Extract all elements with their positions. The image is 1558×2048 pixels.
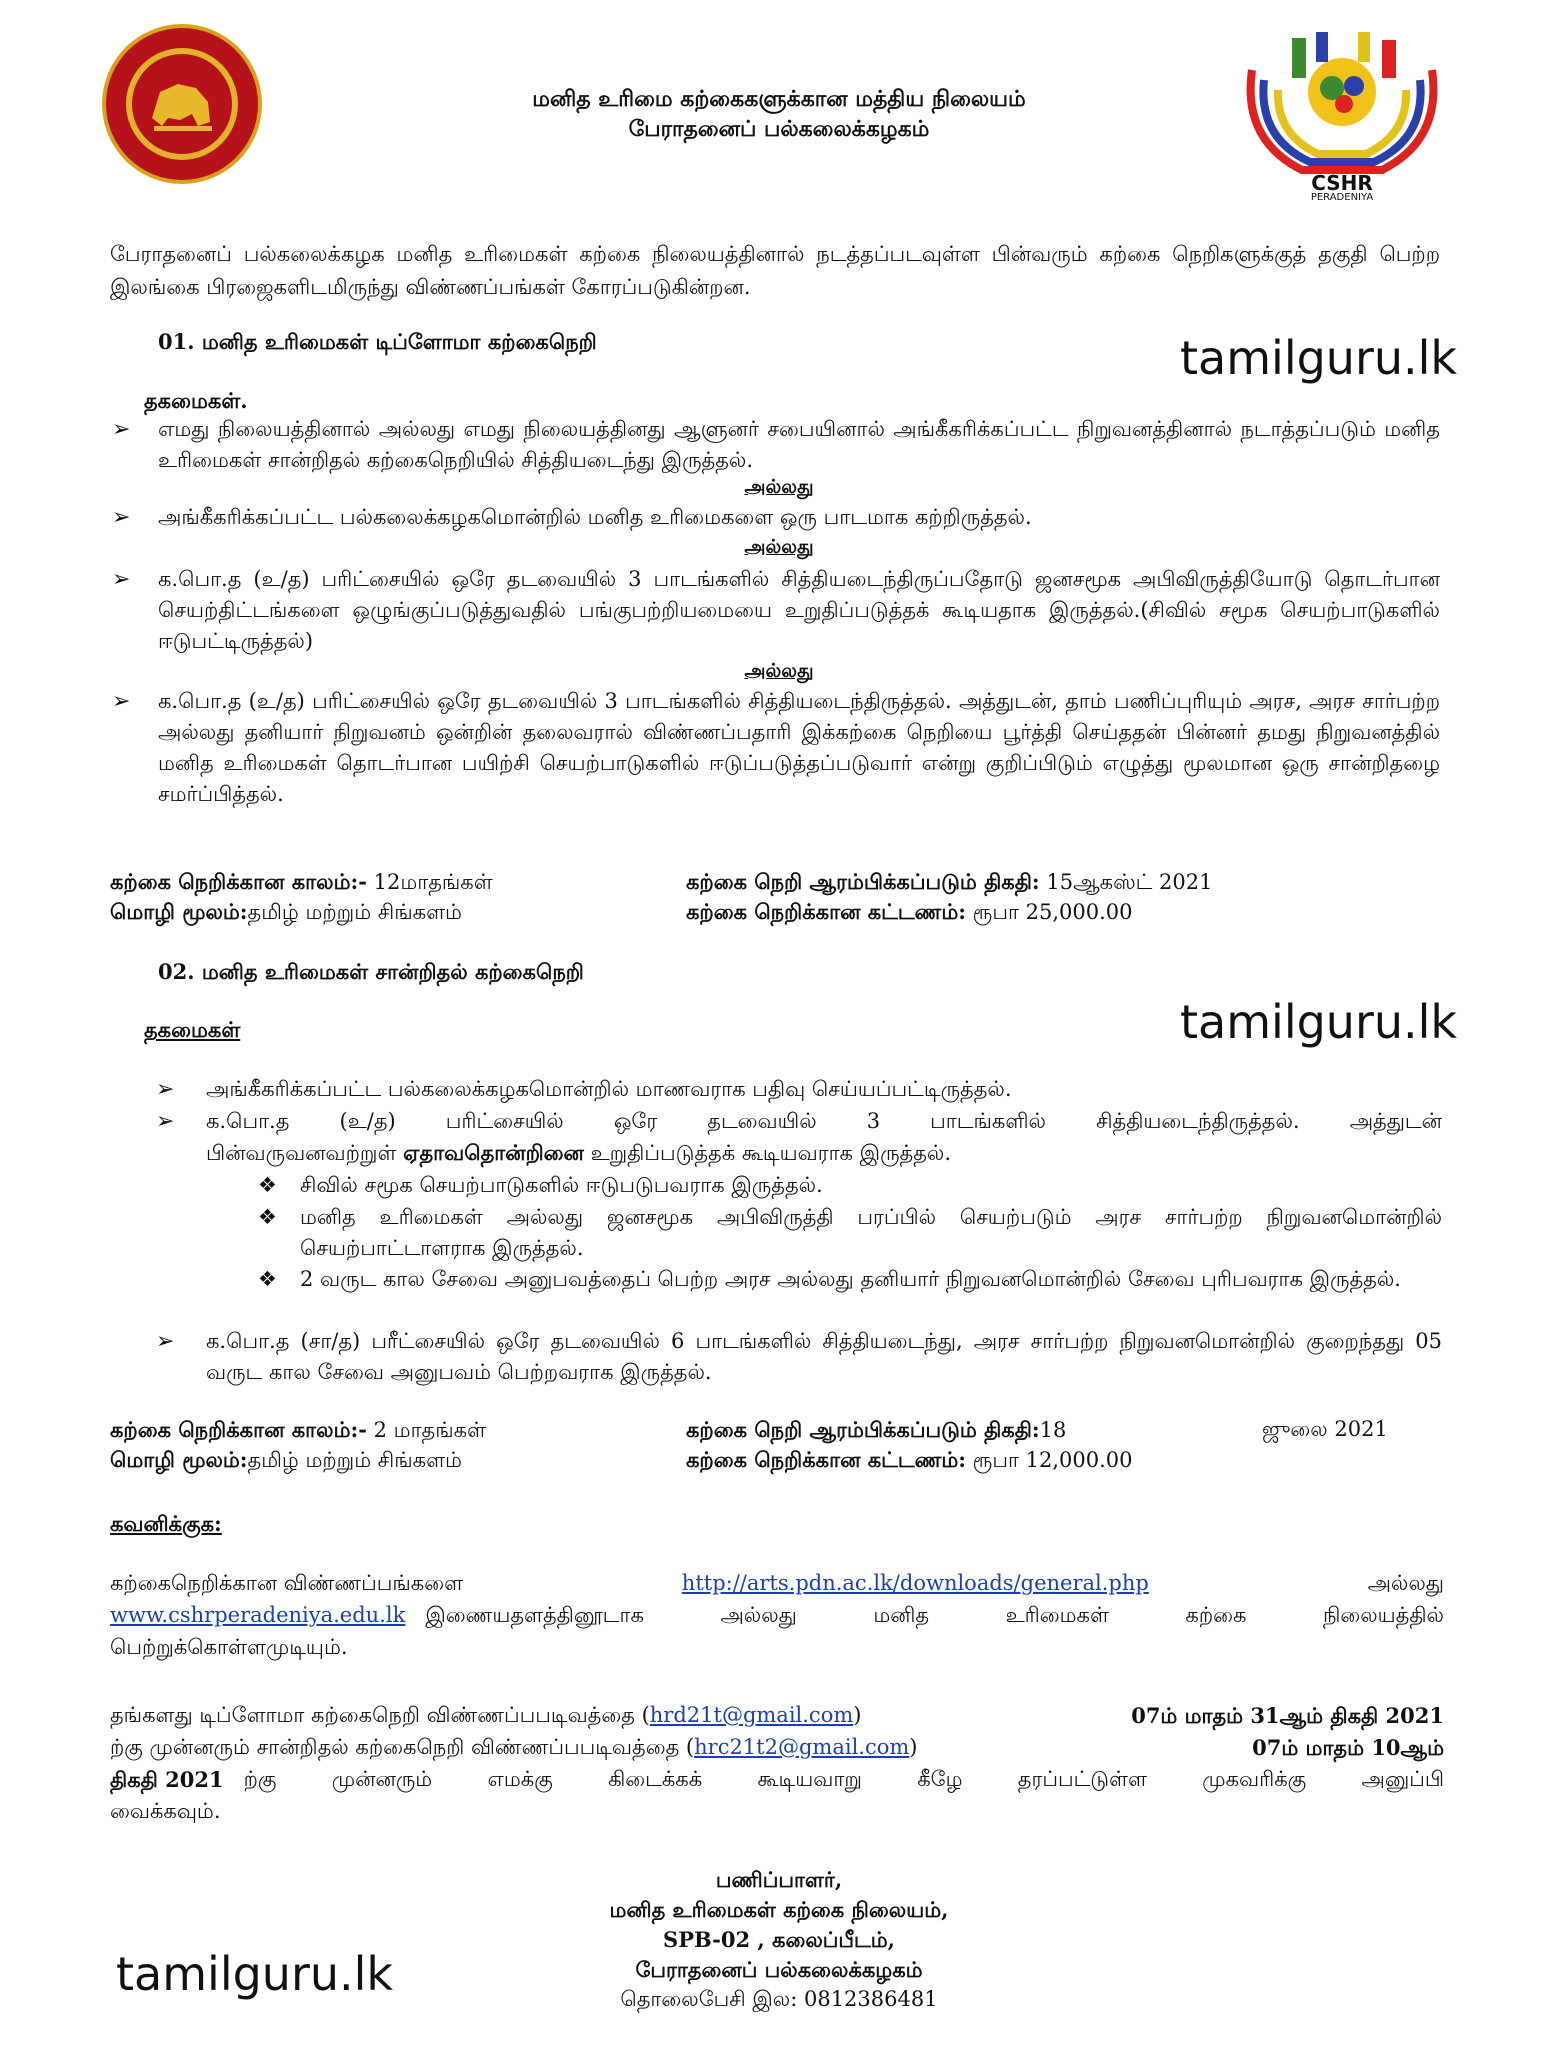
notice-paragraph-2-line4: வைக்கவும். <box>110 1799 221 1823</box>
course2-subitem-1: சிவில் சமூக செயற்பாடுகளில் ஈடுபடுபவராக இருத்தல். <box>300 1173 823 1197</box>
course1-item-3: க.பொ.த (உ/த) பரிட்சையில் ஒரே தடவையில் 3 பாடங்களில் சித்தியடைந்திருப்பதோடு ஜனசமூக அபிவிருத்தியோடு தொடர்பான செயற்திட்டங்களை ஒழுங்குப்படுத்துவதில் பங்குபற்றியமையை உறுதிப்படுத்தக் கூடியதாக இருத்தல்.(சிவில் சமூக செயற்பாடுகளில் ஈடுபட்டிருத்தல்) <box>158 567 1440 653</box>
course2-subitem-3: 2 வருட கால சேவை அனுபவத்தைப் பெற்ற அரச அல்லது தனியார் நிறுவனமொன்றில் சேவை புரிபவராக இருத்தல். <box>300 1267 1401 1291</box>
arrow-bullet-icon: ➢ <box>112 505 131 530</box>
header-title-1: மனித உரிமை கற்கைகளுக்கான மத்திய நிலையம் <box>532 86 1026 112</box>
arrow-bullet-icon: ➢ <box>112 567 131 592</box>
address-line-5: தொலைபேசி இல: 0812386481 <box>620 1987 938 2011</box>
course1-medium: மொழி மூலம்:தமிழ் மற்றும் சிங்களம் <box>110 899 462 924</box>
address-line-2: மனித உரிமைகள் கற்கை நிலையம், <box>609 1897 949 1922</box>
arrow-bullet-icon: ➢ <box>112 689 131 714</box>
watermark-2: tamilguru.lk <box>1180 995 1458 1049</box>
address-line-3: SPB-02 , கலைப்பீடம், <box>663 1927 895 1952</box>
website-link[interactable]: www.cshrperadeniya.edu.lk <box>110 1603 406 1627</box>
course1-start-date: கற்கை நெறி ஆரம்பிக்கப்படும் திகதி: 15ஆகஸ்ட் 2021 <box>686 869 1213 894</box>
arrow-bullet-icon: ➢ <box>156 1329 175 1354</box>
course2-item-2-line2: பின்வருவனவற்றுள் ஏதாவதொன்றினை உறுதிப்படுத்தக் கூடியவராக இருத்தல். <box>206 1140 952 1165</box>
watermark-3: tamilguru.lk <box>116 1947 394 2001</box>
course2-start-date: கற்கை நெறி ஆரம்பிக்கப்படும் திகதி:18 <box>686 1417 1067 1442</box>
notice-paragraph-1-line3: பெற்றுக்கொள்ளமுடியும். <box>110 1635 348 1659</box>
notice-paragraph-2-line3: திகதி 2021 ற்கு முன்னரும் எமக்கு கிடைக்கக் கூடியவாறு கீழே தரப்பட்டுள்ள முகவரிக்கு அனுப்பி <box>110 1767 1444 1792</box>
or-separator: அல்லது <box>744 476 814 498</box>
notice-paragraph-2-line1: தங்களது டிப்ளோமா கற்கைநெறி விண்ணப்பபடிவத்தை (hrd21t@gmail.com) 07ம் மாதம் 31ஆம் திகதி 2021 <box>110 1703 1444 1728</box>
certificate-email-link[interactable]: hrc21t2@gmail.com <box>694 1735 910 1759</box>
course1-item-2: அங்கீகரிக்கப்பட்ட பல்கலைக்கழகமொன்றில் மனித உரிமைகளை ஒரு பாடமாக கற்றிருத்தல். <box>158 505 1032 529</box>
course2-qualifications-label: தகமைகள் <box>144 1017 241 1042</box>
course2-item-3: க.பொ.த (சா/த) பரீட்சையில் ஒரே தடவையில் 6 பாடங்களில் சித்தியடைந்து, அரச சார்பற்ற நிறுவனமொன்றில் குறைந்தது 05 வருட கால சேவை அனுபவம் பெற்றவராக இருத்தல். <box>206 1329 1442 1384</box>
course1-item-1: எமது நிலையத்தினால் அல்லது எமது நிலையத்தினது ஆளுனர் சபையினால் அங்கீகரிக்கப்பட்ட நிறுவனத்தினால் நடாத்தப்படும் மனித உரிமைகள் சான்றிதல் கற்கைநெறியில் சித்தியடைந்து இருத்தல். <box>158 417 1440 472</box>
arrow-bullet-icon: ➢ <box>112 417 131 442</box>
or-separator: அல்லது <box>744 660 814 682</box>
arrow-bullet-icon: ➢ <box>156 1109 175 1134</box>
notice-paragraph-1-line1: கற்கைநெறிக்கான விண்ணப்பங்களை http://arts.pdn.ac.lk/downloads/general.php அல்லது <box>110 1568 1444 1599</box>
header-title-2: பேராதனைப் பல்கலைக்கழகம் <box>628 116 930 142</box>
diamond-bullet-icon: ❖ <box>258 1205 277 1229</box>
cshr-logo <box>1232 30 1452 210</box>
diamond-bullet-icon: ❖ <box>258 1267 277 1291</box>
course2-duration: கற்கை நெறிக்கான காலம்:- 2 மாதங்கள் <box>110 1417 487 1442</box>
university-seal <box>100 22 264 186</box>
arrow-bullet-icon: ➢ <box>156 1077 175 1102</box>
course2-fee: கற்கை நெறிக்கான கட்டணம்: ரூபா 12,000.00 <box>686 1447 1133 1472</box>
diploma-email-link[interactable]: hrd21t@gmail.com <box>649 1703 854 1727</box>
diamond-bullet-icon: ❖ <box>258 1173 277 1197</box>
intro-paragraph: பேராதனைப் பல்கலைக்கழக மனித உரிமைகள் கற்கை நிலையத்தினால் நடத்தப்படவுள்ள பின்வரும் கற்கை நெறிகளுக்குத் தகுதி பெற்ற இலங்கை பிரஜைகளிடமிருந்து விண்ணப்பங்கள் கோரப்படுகின்றன. <box>110 242 1440 299</box>
download-link[interactable]: http://arts.pdn.ac.lk/downloads/general.php <box>681 1571 1149 1595</box>
notice-title: கவனிக்குக: <box>110 1511 222 1536</box>
course2-title: 02. மனித உரிமைகள் சான்றிதல் கற்கைநெறி <box>158 959 584 984</box>
watermark-1: tamilguru.lk <box>1180 331 1458 385</box>
address-line-4: பேராதனைப் பல்கலைக்கழகம் <box>635 1957 923 1982</box>
course2-medium: மொழி மூலம்:தமிழ் மற்றும் சிங்களம் <box>110 1447 462 1472</box>
course1-fee: கற்கை நெறிக்கான கட்டணம்: ரூபா 25,000.00 <box>686 899 1133 924</box>
course2-subitem-2: மனித உரிமைகள் அல்லது ஜனசமூக அபிவிருத்தி பரப்பில் செயற்படும் அரச சார்பற்ற நிறுவனமொன்றில் செயற்பாட்டாளராக இருத்தல். <box>300 1205 1442 1260</box>
course2-start-date-month: ஜுலை 2021 <box>1262 1417 1388 1441</box>
course2-item-1: அங்கீகரிக்கப்பட்ட பல்கலைக்கழகமொன்றில் மாணவராக பதிவு செய்யப்பட்டிருத்தல். <box>206 1077 1012 1101</box>
course1-item-4: க.பொ.த (உ/த) பரிட்சையில் ஒரே தடவையில் 3 பாடங்களில் சித்தியடைந்திருத்தல். அத்துடன், தாம் பணிப்புரியும் அரச, அரச சார்பற்ற அல்லது தனியார் நிறுவனம் ஒன்றின் தலைவரால் விண்ணப்பதாரி இக்கற்கை நெறியை பூர்த்தி செய்ததன் பின்னர் தமது நிறுவனத்தில் மனித உரிமைகள் தொடர்பான பயிற்சி செயற்பாடுகளில் ஈடுப்படுத்தப்படுவார் என்று குறிப்பிடும் எழுத்து மூலமான ஒரு சான்றிதழை சமர்ப்பித்தல். <box>158 689 1440 806</box>
address-line-1: பணிப்பாளர், <box>715 1867 843 1892</box>
course1-qualifications-label: தகமைகள். <box>144 388 248 413</box>
cshr-logo-subtext: PERADENIYA <box>1310 192 1374 203</box>
course1-duration: கற்கை நெறிக்கான காலம்:- 12மாதங்கள் <box>110 869 493 894</box>
or-separator: அல்லது <box>744 536 814 558</box>
course1-title: 01. மனித உரிமைகள் டிப்ளோமா கற்கைநெறி <box>158 329 597 354</box>
notice-paragraph-1-line2: www.cshrperadeniya.edu.lk இணையதளத்தினூடாக அல்லது மனித உரிமைகள் கற்கை நிலையத்தில் <box>110 1600 1444 1631</box>
cshr-logo-text: CSHR <box>1311 171 1373 195</box>
notice-paragraph-2-line2: ற்கு முன்னரும் சான்றிதல் கற்கைநெறி விண்ணப்பபடிவத்தை (hrc21t2@gmail.com) 07ம் மாதம் 10ஆம் <box>110 1735 1444 1760</box>
course2-item-2-line1: க.பொ.த (உ/த) பரிட்சையில் ஒரே தடவையில் 3 பாடங்களில் சித்தியடைந்திருத்தல். அத்துடன் <box>206 1109 1442 1133</box>
